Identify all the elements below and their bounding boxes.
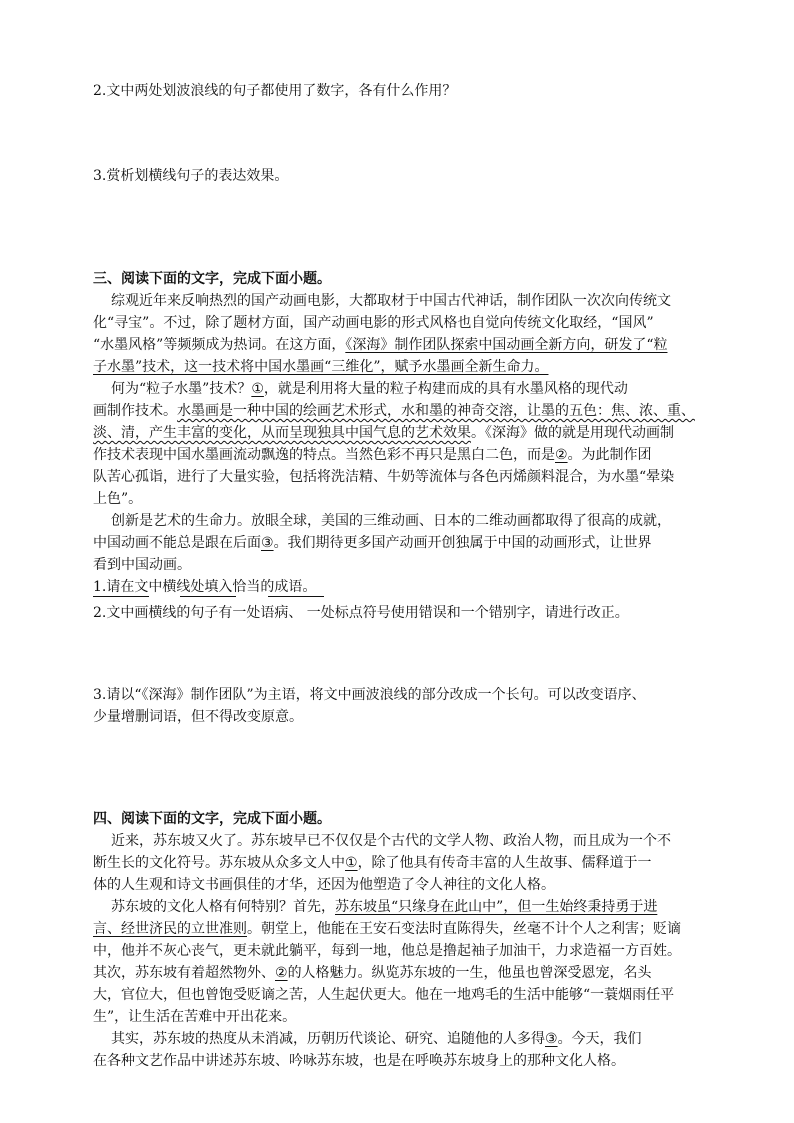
blank-3[interactable]: ③ — [545, 1031, 558, 1047]
passage-text: ，除了他具有传奇丰富的人生故事、儒释道于一 — [357, 855, 652, 871]
underlined-sentence: 苏东坡虽“只缘身在此山中”，但一生始终秉持勇于进 — [335, 899, 658, 915]
passage-line — [93, 334, 667, 356]
passage-line: 上色”。 — [93, 491, 143, 507]
passage-text: 画制作技术。 — [93, 403, 177, 419]
answer-line[interactable] — [268, 596, 324, 597]
passage-line — [93, 532, 652, 554]
passage-line: 创新是艺术的生命力。放眼全球，美国的三维动画、日本的二维动画都取得了很高的成就， — [111, 513, 671, 529]
question-2: 2.文中两处划波浪线的句子都使用了数字，各有什么作用？ — [93, 83, 457, 99]
passage-text: 作技术表现中国水墨画流动飘逸的特点。当然色彩不再只是黑白二色，而是 — [93, 447, 555, 463]
sub-question-3: 3.请以“《深海》制作团队”为主语，将文中画波浪线的部分改成一个长句。可以改变语序、 — [93, 687, 646, 703]
passage-line: 近来，苏东坡又火了。苏东坡早已不仅仅是个古代的文学人物、政治人物，而且成为一个不 — [111, 833, 671, 849]
wavy-sentence: 淡、清，产生丰富的变化，从而呈现独具中国气息的艺术效果 — [93, 425, 471, 441]
passage-text: 。我们期待更多国产动画开创独属于中国的动画形式，让世界 — [273, 535, 652, 551]
blank-1[interactable]: ① — [251, 381, 264, 397]
passage-text: 中国动画不能总是跟在后面 — [93, 535, 261, 551]
sub-question-1: 1.请在文中横线处填入恰当的成语。 — [93, 579, 317, 595]
blank-2[interactable]: ② — [275, 965, 288, 981]
passage-line — [93, 918, 681, 940]
passage-line: 队苦心孤诣，进行了大量实验，包括将洗洁精、牛奶等流体与各色丙烯颜料混合，为水墨“晕染 — [93, 469, 675, 485]
section-3-heading: 三、阅读下面的文字，完成下面小题。 — [93, 271, 331, 287]
underlined-sentence: 言、经世济民的立世准则 — [93, 921, 247, 937]
passage-text: “水墨风格”等频频成为热词。在这方面， — [93, 337, 346, 353]
passage-text: 断生长的文化符号。苏东坡从众多文人中 — [93, 855, 345, 871]
wavy-sentence: 水墨画是一种中国的绘画艺术形式，水和墨的神奇交溶，让墨的五色：焦、浓、重、 — [177, 403, 695, 419]
underlined-sentence: 《深海》制作团队探索中国动画全新方向，研发了“粒 — [345, 337, 668, 353]
passage-line: 中，他并不灰心丧气，更未就此躺平，每到一地，他总是撸起袖子加油干，力求造福一方百姓。 — [93, 943, 681, 959]
passage-line — [93, 852, 652, 874]
passage-line — [93, 422, 674, 444]
passage-line: 大，官位大，但也曾饱受贬谪之苦，人生起伏更大。他在一地鸡毛的生活中能够“一蓑烟雨任平 — [93, 987, 675, 1003]
passage-line: 看到中国动画。 — [93, 557, 191, 573]
passage-line — [93, 444, 652, 466]
sub-question-3-cont: 少量增删词语，但不得改变原意。 — [93, 709, 303, 725]
passage-line — [111, 378, 628, 400]
blank-3[interactable]: ③ — [261, 535, 274, 551]
passage-line — [111, 1028, 642, 1050]
blank-2[interactable]: ② — [555, 447, 568, 463]
passage-line: 化“寻宝”。不过，除了题材方面，国产动画电影的形式风格也自觉向传统文化取经，“国风” — [93, 315, 654, 331]
passage-text: 。朝堂上，他能在王安石变法时直陈得失，丝毫不计个人之利害；贬谪 — [247, 921, 681, 937]
passage-text: 的人格魅力。纵览苏东坡的一生，他虽也曾深受恩宠，名头 — [287, 965, 652, 981]
passage-text: 。《深海》做的就是用现代动画制 — [471, 425, 674, 441]
passage-line: 生”，让生活在苦难中开出花来。 — [93, 1009, 297, 1025]
question-3: 3.赏析划横线句子的表达效果。 — [93, 168, 289, 184]
section-4-heading: 四、阅读下面的文字，完成下面小题。 — [93, 811, 331, 827]
passage-text: 何为“粒子水墨”技术？ — [111, 381, 252, 397]
passage-text: 苏东坡的文化人格有何特别？首先， — [111, 899, 335, 915]
answer-line[interactable] — [180, 596, 236, 597]
passage-line — [111, 896, 657, 918]
passage-text: 。今天，我们 — [557, 1031, 642, 1047]
passage-text: ，就是利用将大量的粒子构建而成的具有水墨风格的现代动 — [263, 381, 628, 397]
passage-line: 在各种文艺作品中讲述苏东坡、吟咏苏东坡，也是在呼唤苏东坡身上的那种文化人格。 — [93, 1053, 625, 1069]
passage-line — [93, 962, 652, 984]
answer-line[interactable] — [93, 596, 149, 597]
passage-text: 其实，苏东坡的热度从未消减，历朝历代谈论、研究、追随他的人多得 — [111, 1031, 545, 1047]
blank-1[interactable]: ① — [345, 855, 358, 871]
underlined-sentence: 子水墨”技术，这一技术将中国水墨画“三维化”，赋予水墨画全新生命力。 — [93, 359, 549, 375]
passage-text: 。为此制作团 — [567, 447, 652, 463]
passage-line: 综观近年来反响热烈的国产动画电影，大都取材于中国古代神话，制作团队一次次向传统文 — [111, 293, 671, 309]
passage-line — [93, 356, 548, 378]
passage-line: 体的人生观和诗文书画俱佳的才华，还因为他塑造了令人神往的文化人格。 — [93, 877, 555, 893]
sub-question-2: 2.文中画横线的句子有一处语病、 一处标点符号使用错误和一个错别字，请进行改正。 — [93, 605, 629, 621]
passage-text: 其次，苏东坡有着超然物外、 — [93, 965, 275, 981]
passage-line — [93, 400, 695, 422]
